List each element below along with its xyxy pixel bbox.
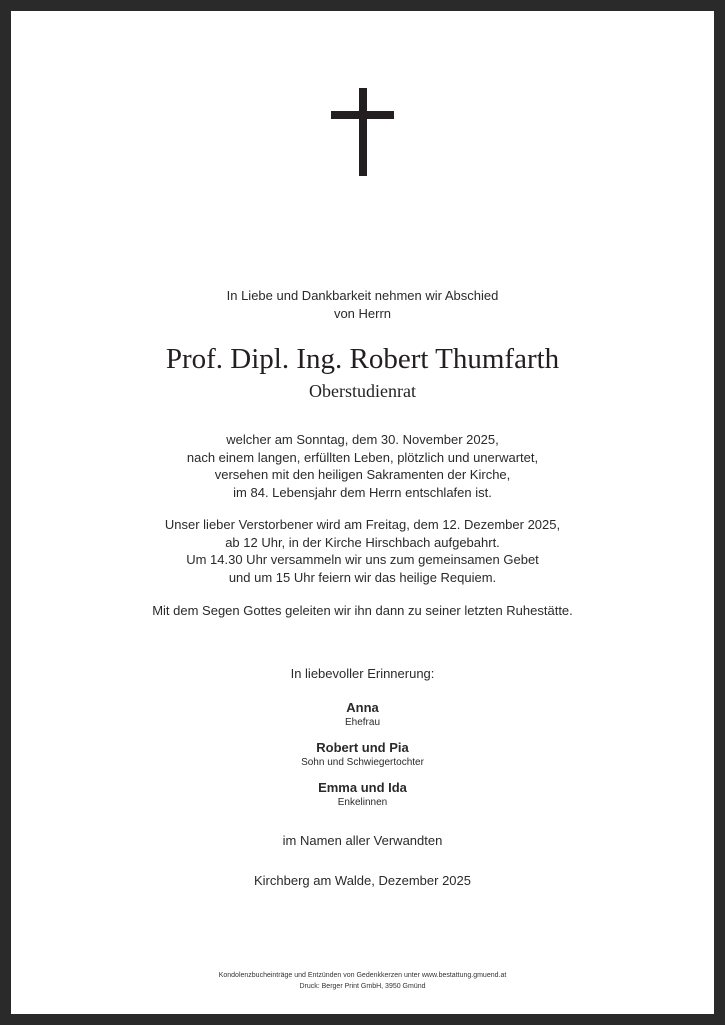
footer bbox=[11, 970, 714, 992]
mourner-role: Enkelinnen bbox=[337, 797, 388, 808]
paragraph-line: ab 12 Uhr, in der Kirche Hirschbach aufgebahrt. bbox=[225, 534, 500, 550]
deceased-title: Oberstudienrat bbox=[309, 381, 416, 401]
mourner-role: Sohn und Schwiegertochter bbox=[301, 757, 424, 768]
paragraph-line: welcher am Sonntag, dem 30. November 2025, bbox=[226, 432, 499, 447]
intro-text bbox=[11, 287, 714, 323]
paragraph-line: und um 15 Uhr feiern wir das heilige Requiem. bbox=[228, 569, 497, 585]
cross-vertical-bar bbox=[359, 88, 367, 176]
mourner-role: Ehefrau bbox=[344, 717, 381, 728]
intro-line-2: von Herrn bbox=[333, 306, 392, 321]
paragraph-line: Um 14.30 Uhr versammeln wir uns zum gemeinsamen Gebet bbox=[186, 552, 539, 567]
intro-line-1: In Liebe und Dankbarkeit nehmen wir Abschied bbox=[226, 288, 499, 303]
blessing-paragraph: Mit dem Segen Gottes geleiten wir ihn dann zu seiner letzten Ruhestätte. bbox=[152, 603, 573, 618]
death-announcement-paragraph bbox=[11, 431, 714, 501]
obituary-sheet bbox=[11, 11, 714, 1014]
funeral-details-paragraph bbox=[11, 516, 714, 586]
mourner-name: Anna bbox=[346, 700, 379, 715]
mourner-name: Emma und Ida bbox=[318, 780, 407, 795]
cross-horizontal-bar bbox=[331, 111, 394, 119]
footer-printer-line: Druck: Berger Print GmbH, 3950 Gmünd bbox=[299, 983, 426, 990]
paragraph-line: im 84. Lebensjahr dem Herrn entschlafen ist. bbox=[233, 484, 492, 500]
paragraph-line: Unser lieber Verstorbener wird am Freitag, dem 12. Dezember 2025, bbox=[164, 517, 561, 532]
paragraph-line: versehen mit den heiligen Sakramenten der Kirche, bbox=[214, 467, 511, 482]
relatives-note: im Namen aller Verwandten bbox=[282, 833, 443, 848]
mourner-name: Robert und Pia bbox=[316, 740, 409, 755]
paragraph-line: nach einem langen, erfüllten Leben, plötzlich und unerwartet, bbox=[186, 449, 539, 465]
deceased-name: Prof. Dipl. Ing. Robert Thumfarth bbox=[165, 343, 560, 375]
footer-condolence-line: Kondolenzbucheinträge und Entzünden von Gedenkkerzen unter www.bestattung.gmuend.at bbox=[218, 972, 507, 979]
place-and-date: Kirchberg am Walde, Dezember 2025 bbox=[253, 873, 471, 888]
memory-heading: In liebevoller Erinnerung: bbox=[290, 666, 435, 681]
